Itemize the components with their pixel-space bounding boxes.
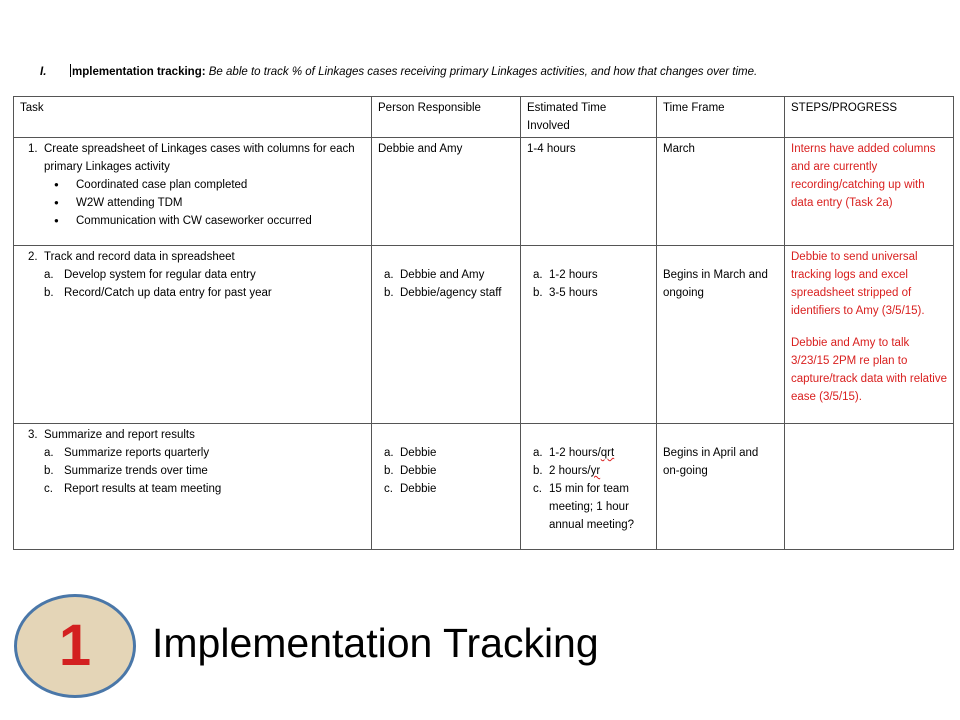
frame-cell: March [657, 138, 785, 246]
task-cell [14, 424, 372, 550]
header-steps-progress: STEPS/PROGRESS [785, 97, 954, 138]
list-item: c. Debbie [384, 483, 437, 495]
table-header-row [14, 97, 954, 138]
header-estimated-time: Estimated Time Involved [521, 97, 657, 138]
section-heading [40, 64, 757, 78]
person-cell [372, 246, 521, 424]
list-item: ● Communication with CW caseworker occurred [20, 212, 365, 230]
list-item: b. Debbie/agency staff [384, 287, 502, 299]
list-item: a. Summarize reports quarterly [44, 447, 210, 459]
list-item: b. Debbie [384, 465, 437, 477]
table-row [14, 138, 954, 246]
task-cell [14, 246, 372, 424]
task-title: 3. Summarize and report results [28, 429, 195, 441]
list-item: c. Report results at team meeting [44, 483, 222, 495]
slide-title: Implementation Tracking [152, 620, 599, 666]
list-item: b. 2 hours/yr [533, 465, 601, 477]
frame-cell: Begins in April and on-going [657, 424, 785, 550]
person-cell: Debbie and Amy [372, 138, 521, 246]
header-task: Task [14, 97, 372, 138]
list-item: a. Debbie and Amy [384, 269, 485, 281]
list-item: ● W2W attending TDM [20, 194, 365, 212]
task-title: 1. Create spreadsheet of Linkages cases with columns for each primary Linkages activity [28, 143, 355, 173]
frame-cell: Begins in March and ongoing [657, 246, 785, 424]
list-item: b. Summarize trends over time [44, 465, 208, 477]
header-person-responsible: Person Responsible [372, 97, 521, 138]
table-row [14, 246, 954, 424]
table-row [14, 424, 954, 550]
slide-number-badge [14, 594, 136, 698]
header-time-frame: Time Frame [657, 97, 785, 138]
badge-number: 1 [58, 613, 92, 678]
list-item: c. 15 min for team meeting; 1 hour annual meeting? [533, 483, 635, 531]
task-title: 2. Track and record data in spreadsheet [28, 251, 235, 263]
time-cell: 1-4 hours [521, 138, 657, 246]
list-item: ● Coordinated case plan completed [20, 176, 365, 194]
tracking-table [13, 96, 954, 550]
section-description: Be able to track % of Linkages cases receiving primary Linkages activities, and how that changes over time. [208, 66, 758, 78]
task-cell [14, 138, 372, 246]
progress-cell [785, 424, 954, 550]
text-cursor [70, 64, 71, 77]
time-cell [521, 246, 657, 424]
time-cell [521, 424, 657, 550]
progress-cell [785, 246, 954, 424]
list-item: a. Develop system for regular data entry [44, 269, 256, 281]
list-item: b. Record/Catch up data entry for past year [44, 287, 272, 299]
section-number: I. [40, 66, 47, 78]
list-item: a. 1-2 hours [533, 269, 598, 281]
list-item: a. 1-2 hours/qrt [533, 447, 615, 459]
progress-note: Interns have added columns and are currently recording/catching up with data entry (Task 2a) [791, 143, 936, 209]
list-item: b. 3-5 hours [533, 287, 598, 299]
list-item: a. Debbie [384, 447, 437, 459]
progress-note: Debbie to send universal tracking logs and excel spreadsheet stripped of identifiers to Amy (3/5/15). [791, 251, 925, 317]
section-title: mplementation tracking: [72, 66, 206, 78]
progress-cell [785, 138, 954, 246]
person-cell [372, 424, 521, 550]
progress-note: Debbie and Amy to talk 3/23/15 2PM re plan to capture/track data with relative ease (3/5/15). [791, 337, 947, 403]
